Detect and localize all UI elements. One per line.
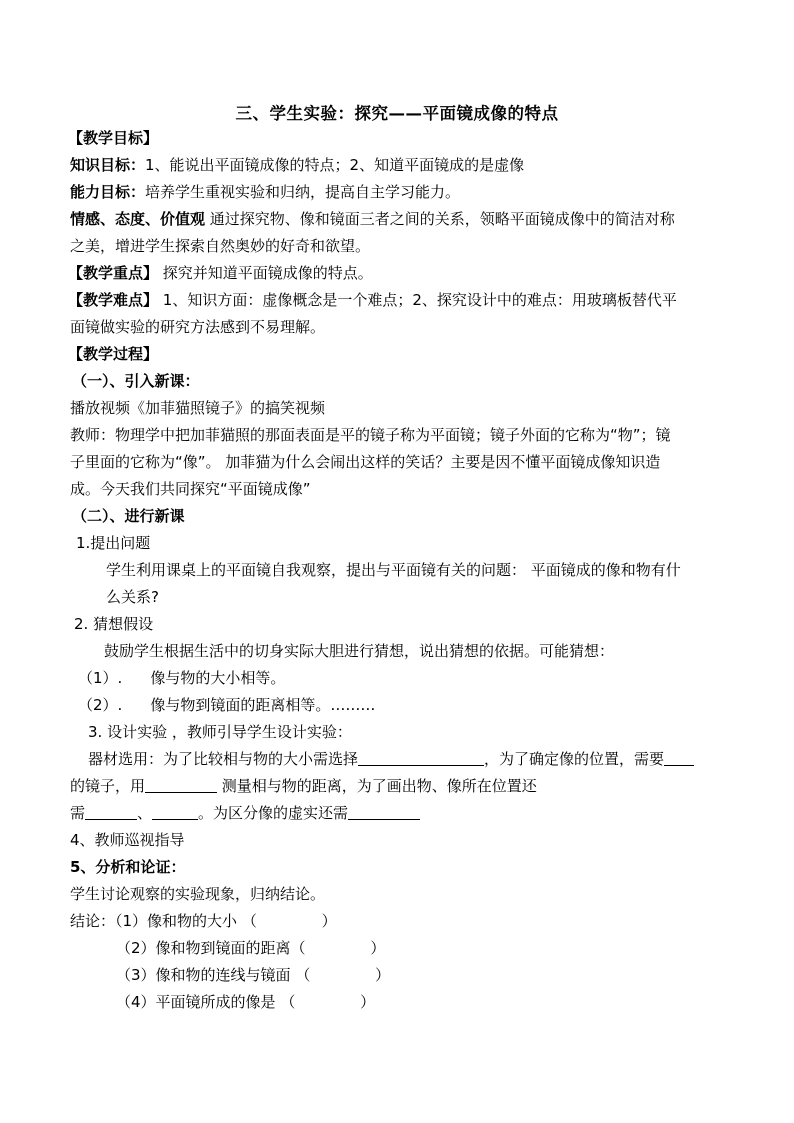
guess1-text: 像与物的大小相等。	[150, 669, 286, 687]
equipment-text-e: 需	[70, 804, 86, 822]
equipment-text-d: 测量相与物的距离，为了画出物、像所在位置还	[217, 777, 537, 795]
knowledge-text: 1、能说出平面镜成像的特点；2、知道平面镜成的是虚像	[145, 156, 525, 174]
equipment-line3	[70, 803, 420, 823]
teaching-focus	[68, 263, 373, 283]
blank-draw-tool-2[interactable]	[152, 805, 198, 820]
focus-text: 探究并知道平面镜成像的特点。	[158, 264, 373, 282]
part1-line1: 播放视频《加菲猫照镜子》的搞笑视频	[70, 399, 326, 417]
document-title: 三、学生实验：探究——平面镜成像的特点	[235, 104, 559, 123]
part1-line2: 教师：物理学中把加菲猫照的那面表面是平的镜子称为平面镜；镜子外面的它称为“物”；镜	[70, 426, 671, 444]
part1-heading: （一）、引入新课：	[72, 372, 200, 390]
ability-text: 培养学生重视实验和归纳，提高自主学习能力。	[145, 183, 461, 201]
blank-real-virtual-tool[interactable]	[348, 805, 420, 820]
emotion-text-2: 之美，增进学生探索自然奥妙的好奇和欲望。	[70, 237, 371, 255]
knowledge-goal	[70, 155, 524, 175]
part1-line3: 子里面的它称为“像”。 加菲猫为什么会闹出这样的笑话？主要是因不懂平面镜成像知识造	[70, 453, 661, 471]
question-line1: 学生利用课桌上的平面镜自我观察，提出与平面镜有关的问题： 平面镜成的像和物有什	[106, 561, 681, 579]
design-heading: 3. 设计实验 ，教师引导学生设计实验：	[88, 723, 352, 741]
part2-heading: （二）、进行新课	[72, 507, 185, 525]
blank-mirror-type[interactable]	[664, 751, 694, 766]
conclusion-item-2: （2）像和物到镜面的距离（ ）	[116, 939, 386, 957]
analysis-line: 学生讨论观察的实验现象，归纳结论。	[70, 885, 326, 903]
guess1-number: （1）.	[78, 669, 123, 687]
part1-line4: 成。今天我们共同探究“平面镜成像”	[70, 480, 311, 498]
equipment-line1	[88, 749, 694, 769]
emotion-label: 情感、态度、价值观	[70, 210, 206, 228]
analysis-heading: 5、分析和论证：	[70, 858, 186, 876]
process-heading: 【教学过程】	[68, 345, 159, 363]
guess-line: 鼓励学生根据生活中的切身实际大胆进行猜想，说出猜想的依据。可能猜想：	[104, 642, 615, 660]
equipment-text-a: 器材选用：为了比较相与物的大小需选择	[88, 750, 359, 768]
guess-item-2	[78, 695, 375, 715]
focus-label: 【教学重点】	[68, 264, 159, 282]
equipment-text-b: ，为了确定像的位置，需要	[484, 750, 665, 768]
equipment-line2	[70, 776, 537, 796]
difficulty-label: 【教学难点】	[68, 291, 159, 309]
conclusion-label: 结论：	[70, 912, 116, 930]
conclusion-1-text: （1）像和物的大小 （ ）	[115, 912, 337, 930]
conclusion-item-3: （3）像和物的连线与镜面 （ ）	[116, 966, 391, 984]
difficulty-text-1: 1、知识方面：虚像概念是一个难点；2、探究设计中的难点：用玻璃板替代平	[158, 291, 677, 309]
blank-draw-tool-1[interactable]	[85, 805, 137, 820]
teaching-difficulty-line1	[68, 290, 677, 310]
guess2-number: （2）.	[78, 696, 123, 714]
question-heading: 1.提出问题	[76, 534, 151, 552]
knowledge-label: 知识目标：	[70, 156, 146, 174]
equipment-text-f: 、	[137, 804, 153, 822]
blank-measure-tool[interactable]	[145, 778, 217, 793]
goals-heading: 【教学目标】	[68, 129, 159, 147]
equipment-text-g: 。为区分像的虚实还需	[198, 804, 349, 822]
emotion-goal-line1	[70, 209, 675, 229]
conclusion-item-4: （4）平面镜所成的像是 （ ）	[116, 993, 376, 1011]
emotion-text-1: 通过探究物、像和镜面三者之间的关系，领略平面镜成像中的简洁对称	[205, 210, 675, 228]
difficulty-text-2: 面镜做实验的研究方法感到不易理解。	[70, 318, 326, 336]
conclusion-item-1	[70, 911, 337, 931]
guess-item-1	[78, 668, 285, 688]
guess2-text: 像与物到镜面的距离相等。………	[150, 696, 376, 714]
question-line2: 么关系?	[106, 588, 159, 606]
ability-label: 能力目标：	[70, 183, 146, 201]
blank-compare-size[interactable]	[358, 751, 484, 766]
tour-guidance: 4、教师巡视指导	[70, 831, 185, 849]
equipment-text-c: 的镜子，用	[70, 777, 146, 795]
ability-goal	[70, 182, 460, 202]
guess-heading: 2. 猜想假设	[74, 615, 154, 633]
